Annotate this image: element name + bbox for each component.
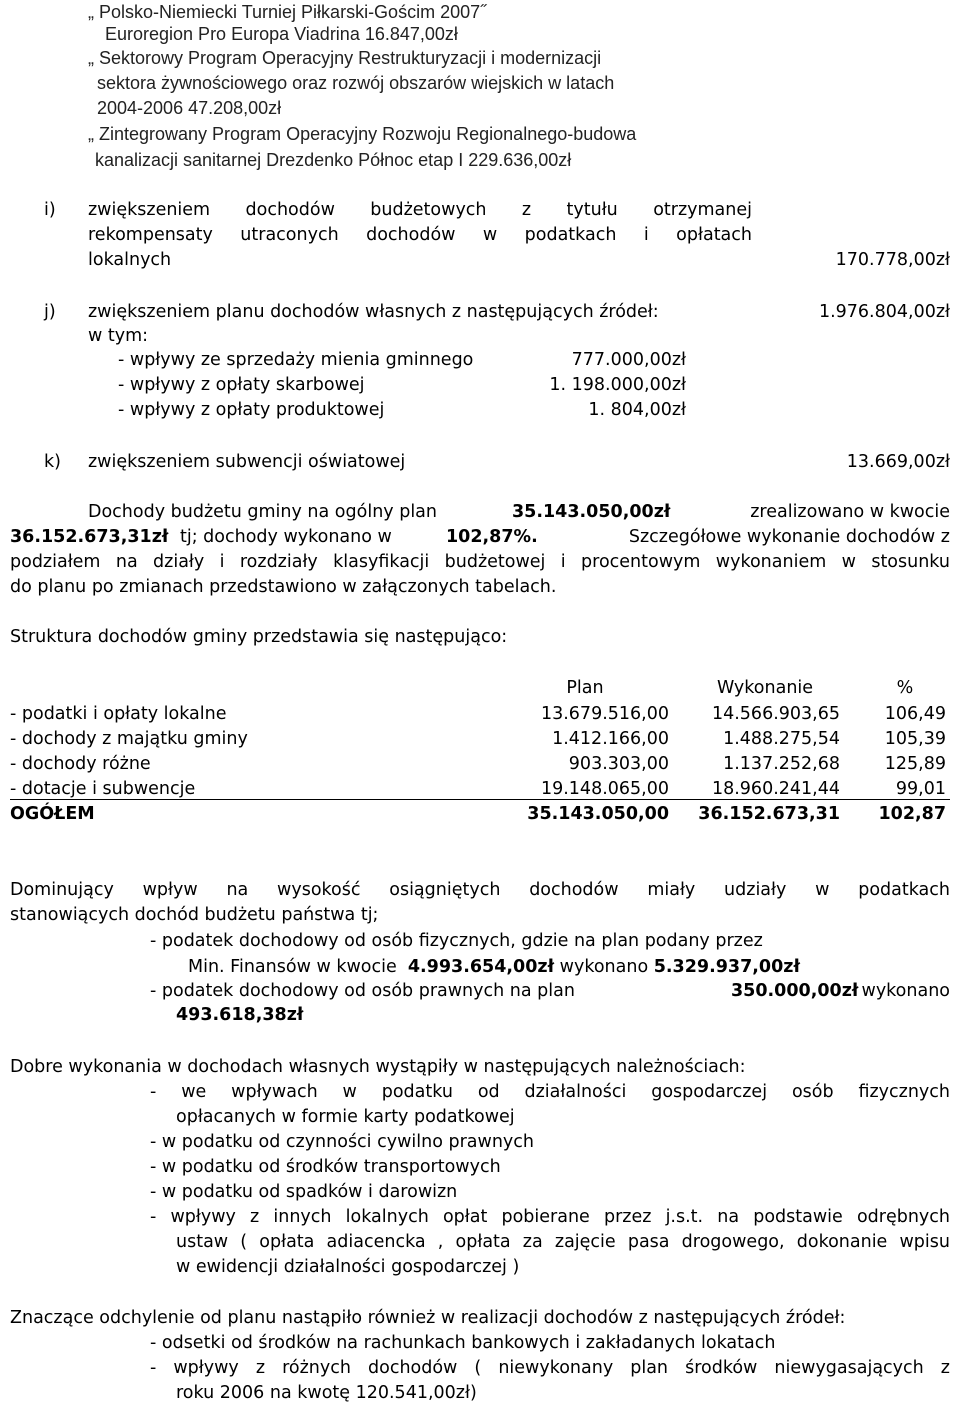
item-j-sub-amount: 1. 804,00zł	[588, 400, 686, 420]
deviation-bullet-cont: roku 2006 na kwotę 120.541,00zł)	[176, 1383, 477, 1403]
table-cell-plan: 903.303,00	[568, 754, 669, 774]
item-k-amount: 13.669,00zł	[846, 452, 950, 472]
table-cell-exec: 1.488.275,54	[723, 729, 840, 749]
table-total-label: OGÓŁEM	[10, 804, 95, 824]
summary-text: Dochody budżetu gminy na ogólny plan	[88, 502, 437, 522]
item-j-amount: 1.976.804,00zł	[818, 302, 950, 322]
item-j-sub-label: - wpływy ze sprzedaży mienia gminnego	[118, 350, 474, 370]
dominant-amount: 493.618,38zł	[176, 1005, 304, 1025]
table-header-pct: %	[896, 678, 914, 698]
good-intro: Dobre wykonania w dochodach własnych wystąpiły w następujących należnościach:	[10, 1057, 746, 1077]
item-j-line: zwiększeniem planu dochodów własnych z następujących źródeł:	[88, 302, 659, 322]
good-bullet-cont: w ewidencji działalności gospodarczej )	[176, 1257, 520, 1277]
table-total-pct: 102,87	[878, 804, 946, 824]
top-list-line: kanalizacji sanitarnej Drezdenko Północ etap I 229.636,00zł	[95, 150, 572, 170]
item-i-line: zwiększeniem dochodów budżetowych z tytułu otrzymanej	[88, 200, 752, 220]
summary-text: tj; dochody wykonano w	[180, 527, 392, 547]
item-marker: i)	[44, 200, 56, 220]
deviation-intro: Znaczące odchylenie od planu nastąpiło również w realizacji dochodów z następujących źródeł:	[10, 1308, 846, 1328]
item-j-sub-label: - wpływy z opłaty produktowej	[118, 400, 385, 420]
item-i-line: rekompensaty utraconych dochodów w podatkach i opłatach	[88, 225, 752, 245]
dominant-text: wykonano	[861, 981, 950, 1001]
table-cell-plan: 19.148.065,00	[540, 779, 669, 799]
summary-text: zrealizowano w kwocie	[750, 502, 950, 522]
table-cell-label: - dochody z majątku gminy	[10, 729, 248, 749]
table-cell-pct: 106,49	[884, 704, 946, 724]
table-cell-label: - dotacje i subwencje	[10, 779, 196, 799]
table-cell-exec: 18.960.241,44	[711, 779, 840, 799]
good-bullet: - w podatku od czynności cywilno prawnych	[150, 1132, 534, 1152]
good-bullet: - we wpływach w podatku od działalności gospodarczej osób fizycznych	[150, 1082, 950, 1102]
table-total-exec: 36.152.673,31	[698, 804, 840, 824]
good-bullet-cont: ustaw ( opłata adiacencka , opłata za zajęcie pasa drogowego, dokonanie wpisu	[176, 1232, 950, 1252]
dominant-bullet: - podatek dochodowy od osób fizycznych, gdzie na plan podany przez	[150, 931, 763, 951]
item-j-sub-amount: 777.000,00zł	[571, 350, 686, 370]
item-i-line: lokalnych	[88, 250, 172, 270]
top-list-line: 2004-2006 47.208,00zł	[97, 98, 282, 118]
item-j-sub-label: - wpływy z opłaty skarbowej	[118, 375, 365, 395]
table-total-rule	[10, 799, 950, 800]
dominant-text: Dominujący wpływ na wysokość osiągniętych dochodów miały udziały w podatkach	[10, 880, 950, 900]
good-bullet-cont: opłacanych w formie karty podatkowej	[176, 1107, 515, 1127]
top-list-line: Euroregion Pro Europa Viadrina 16.847,00zł	[105, 24, 458, 44]
summary-text: podziałem na działy i rozdziały klasyfikacji budżetowej i procentowym wykonaniem w stosunku	[10, 552, 950, 572]
table-cell-pct: 105,39	[884, 729, 946, 749]
table-cell-exec: 1.137.252,68	[723, 754, 840, 774]
summary-amount: 36.152.673,31zł	[10, 527, 169, 547]
table-cell-label: - dochody różne	[10, 754, 151, 774]
table-cell-plan: 1.412.166,00	[552, 729, 669, 749]
deviation-bullet: - odsetki od środków na rachunkach bankowych i zakładanych lokatach	[150, 1333, 776, 1353]
item-k-line: zwiększeniem subwencji oświatowej	[88, 452, 406, 472]
summary-text: do planu po zmianach przedstawiono w załączonych tabelach.	[10, 577, 557, 597]
table-cell-exec: 14.566.903,65	[711, 704, 840, 724]
structure-title: Struktura dochodów gminy przedstawia się następująco:	[10, 627, 508, 647]
top-list-line: „ Polsko-Niemiecki Turniej Piłkarski-Gościm 2007˝	[88, 2, 487, 22]
dominant-amount: 350.000,00zł	[731, 981, 859, 1001]
summary-amount: 35.143.050,00zł	[512, 502, 671, 522]
table-cell-label: - podatki i opłaty lokalne	[10, 704, 227, 724]
item-i-amount: 170.778,00zł	[835, 250, 950, 270]
top-list-line: sektora żywnościowego oraz rozwój obszarów wiejskich w latach	[97, 73, 615, 93]
summary-percent: 102,87%.	[446, 527, 538, 547]
item-j-sub-amount: 1. 198.000,00zł	[549, 375, 686, 395]
table-cell-pct: 99,01	[895, 779, 946, 799]
good-bullet: - wpływy z innych lokalnych opłat pobierane przez j.s.t. na podstawie odrębnych	[150, 1207, 950, 1227]
top-list-line: „ Zintegrowany Program Operacyjny Rozwoju Regionalnego-budowa	[88, 124, 637, 144]
good-bullet: - w podatku od środków transportowych	[150, 1157, 501, 1177]
item-marker: k)	[44, 452, 61, 472]
dominant-text: stanowiących dochód budżetu państwa tj;	[10, 905, 379, 925]
dominant-bullet-cont: Min. Finansów w kwocie 4.993.654,00zł wykonano 5.329.937,00zł	[188, 957, 800, 977]
top-list-line: „ Sektorowy Program Operacyjny Restrukturyzacji i modernizacji	[88, 48, 602, 68]
table-header-exec: Wykonanie	[716, 678, 814, 698]
table-cell-pct: 125,89	[884, 754, 946, 774]
table-cell-plan: 13.679.516,00	[540, 704, 669, 724]
table-total-plan: 35.143.050,00	[527, 804, 669, 824]
deviation-bullet: - wpływy z różnych dochodów ( niewykonany plan środków niewygasających z	[150, 1358, 950, 1378]
good-bullet: - w podatku od spadków i darowizn	[150, 1182, 458, 1202]
dominant-bullet: - podatek dochodowy od osób prawnych na plan	[150, 981, 575, 1001]
item-marker: j)	[44, 302, 56, 322]
table-header-plan: Plan	[566, 678, 604, 698]
item-j-wtym: w tym:	[88, 326, 149, 346]
summary-text: Szczegółowe wykonanie dochodów z	[628, 527, 950, 547]
